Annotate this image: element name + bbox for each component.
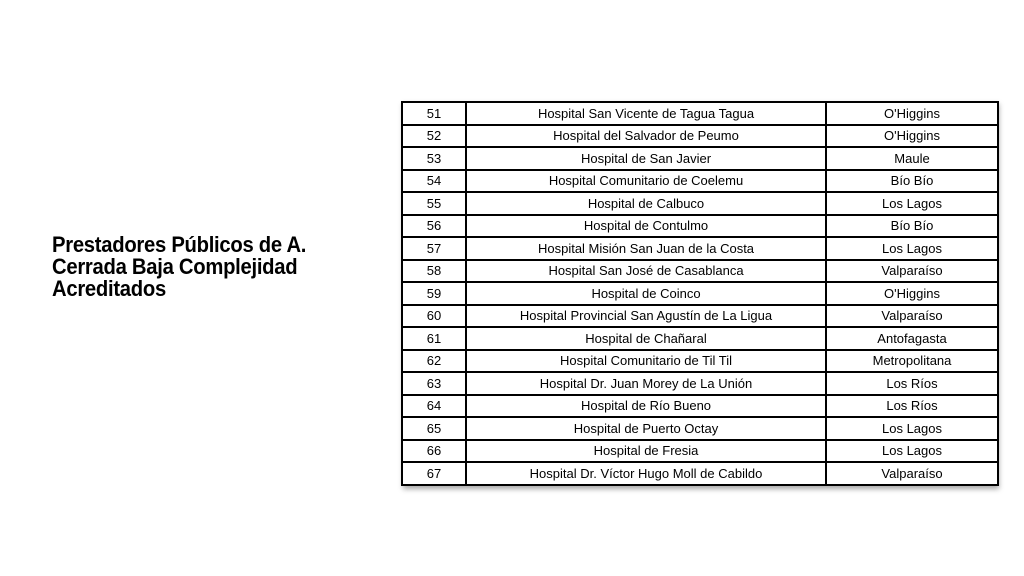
region: O'Higgins <box>826 282 998 305</box>
row-number: 59 <box>402 282 466 305</box>
region: Los Lagos <box>826 192 998 215</box>
hospital-name: Hospital Dr. Juan Morey de La Unión <box>466 372 826 395</box>
row-number: 52 <box>402 125 466 148</box>
row-number: 63 <box>402 372 466 395</box>
providers-table-container <box>401 101 997 486</box>
region: Los Lagos <box>826 440 998 463</box>
row-number: 60 <box>402 305 466 328</box>
table-row <box>402 417 998 440</box>
region: Bío Bío <box>826 170 998 193</box>
row-number: 57 <box>402 237 466 260</box>
table-row <box>402 395 998 418</box>
hospital-name: Hospital de Fresia <box>466 440 826 463</box>
hospital-name: Hospital de Coinco <box>466 282 826 305</box>
hospital-name: Hospital Misión San Juan de la Costa <box>466 237 826 260</box>
row-number: 55 <box>402 192 466 215</box>
region: Valparaíso <box>826 305 998 328</box>
table-row <box>402 215 998 238</box>
table-row <box>402 260 998 283</box>
hospital-name: Hospital San Vicente de Tagua Tagua <box>466 102 826 125</box>
region: Los Lagos <box>826 417 998 440</box>
region: Los Ríos <box>826 395 998 418</box>
row-number: 65 <box>402 417 466 440</box>
table-row <box>402 102 998 125</box>
region: Valparaíso <box>826 260 998 283</box>
region: Los Ríos <box>826 372 998 395</box>
region: Los Lagos <box>826 237 998 260</box>
table-row <box>402 327 998 350</box>
hospital-name: Hospital de Contulmo <box>466 215 826 238</box>
region: O'Higgins <box>826 102 998 125</box>
table-row <box>402 305 998 328</box>
hospital-name: Hospital de Puerto Octay <box>466 417 826 440</box>
hospital-name: Hospital Comunitario de Coelemu <box>466 170 826 193</box>
row-number: 58 <box>402 260 466 283</box>
slide-title-line-1: Prestadores Públicos de A. <box>52 232 307 257</box>
row-number: 54 <box>402 170 466 193</box>
row-number: 67 <box>402 462 466 485</box>
table-row <box>402 282 998 305</box>
slide-title-line-2: Cerrada Baja Complejidad <box>52 254 298 279</box>
table-row <box>402 350 998 373</box>
table-row <box>402 372 998 395</box>
region: Metropolitana <box>826 350 998 373</box>
table-row <box>402 147 998 170</box>
hospital-name: Hospital de San Javier <box>466 147 826 170</box>
hospital-name: Hospital Comunitario de Til Til <box>466 350 826 373</box>
table-row <box>402 192 998 215</box>
region: Valparaíso <box>826 462 998 485</box>
row-number: 66 <box>402 440 466 463</box>
slide-title-line-3: Acreditados <box>52 276 166 301</box>
table-row <box>402 170 998 193</box>
row-number: 56 <box>402 215 466 238</box>
hospital-name: Hospital de Calbuco <box>466 192 826 215</box>
row-number: 62 <box>402 350 466 373</box>
hospital-name: Hospital de Río Bueno <box>466 395 826 418</box>
providers-table <box>401 101 999 486</box>
row-number: 53 <box>402 147 466 170</box>
hospital-name: Hospital del Salvador de Peumo <box>466 125 826 148</box>
slide-title <box>52 234 356 300</box>
region: O'Higgins <box>826 125 998 148</box>
row-number: 61 <box>402 327 466 350</box>
hospital-name: Hospital Provincial San Agustín de La Ligua <box>466 305 826 328</box>
region: Antofagasta <box>826 327 998 350</box>
table-row <box>402 462 998 485</box>
row-number: 64 <box>402 395 466 418</box>
region: Bío Bío <box>826 215 998 238</box>
table-row <box>402 440 998 463</box>
hospital-name: Hospital de Chañaral <box>466 327 826 350</box>
region: Maule <box>826 147 998 170</box>
providers-table-body <box>402 102 998 485</box>
table-row <box>402 125 998 148</box>
hospital-name: Hospital Dr. Víctor Hugo Moll de Cabildo <box>466 462 826 485</box>
table-row <box>402 237 998 260</box>
hospital-name: Hospital San José de Casablanca <box>466 260 826 283</box>
row-number: 51 <box>402 102 466 125</box>
